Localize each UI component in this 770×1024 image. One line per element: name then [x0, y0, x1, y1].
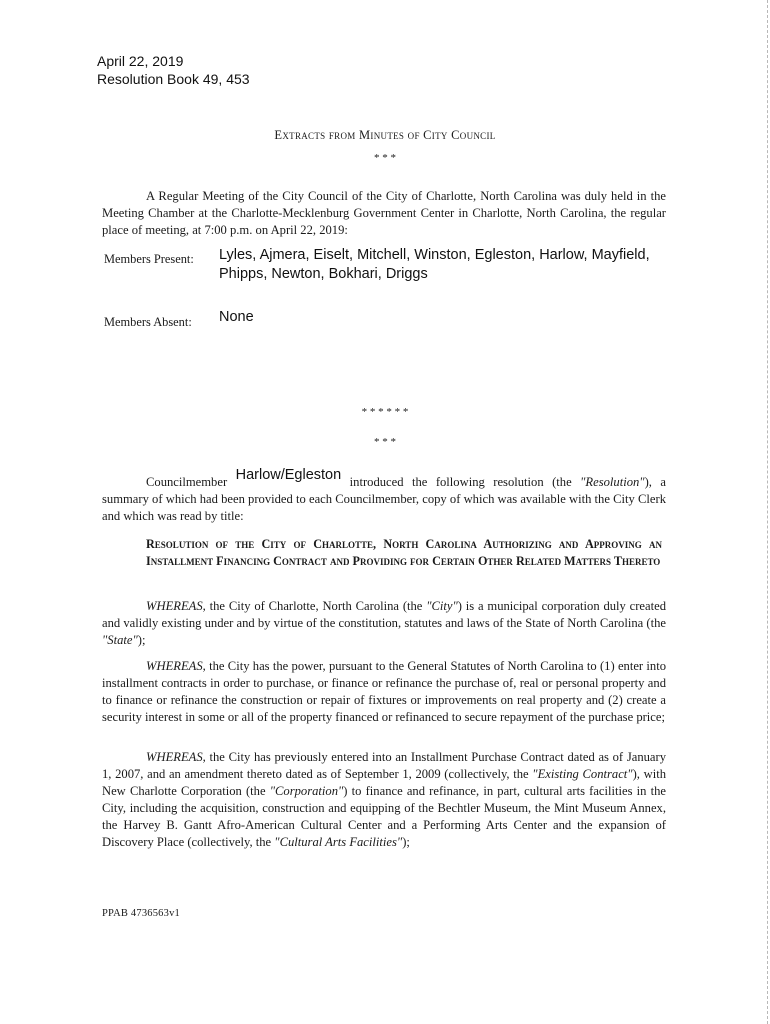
stars-divider-mid-1: * * * * * *	[361, 406, 409, 418]
whereas-3-lead: WHEREAS,	[146, 750, 206, 764]
members-present-line2: Phipps, Newton, Bokhari, Driggs	[219, 266, 428, 282]
whereas-3-text-2: ), with New Charlotte Corporation (the	[102, 767, 666, 798]
introducing-councilmembers: Harlow/Egleston	[235, 467, 342, 483]
whereas-2-text-1: the City has the power, pursuant to the General Statutes of North Carolina to (1) enter into installment contracts in order to purchase, or finance or refinance the purchase of, real or personal property and to finance or refinance the construction or repair of fixtures or improvements on real property and (2) create a security interest in some or all of the property financed or refinanced to secure repayment of the purchase price;	[102, 659, 666, 724]
whereas-paragraph-3	[102, 749, 666, 851]
stars-divider-mid-2: * * *	[374, 436, 396, 448]
resolution-term: "Resolution"	[580, 475, 645, 489]
whereas-3-term-cultural-arts-facilities: "Cultural Arts Facilities"	[274, 835, 403, 849]
whereas-2-lead: WHEREAS,	[146, 659, 206, 673]
whereas-3-term-existing-contract: "Existing Contract"	[532, 767, 633, 781]
whereas-1-term-city: "City"	[426, 599, 458, 613]
stars-divider-top: * * *	[374, 152, 396, 164]
document-title: Extracts from Minutes of City Council	[274, 128, 496, 142]
members-present-line1: Lyles, Ajmera, Eiselt, Mitchell, Winston, Egleston, Harlow, Mayfield,	[219, 247, 650, 263]
whereas-1-text-1: the City of Charlotte, North Carolina (the	[205, 599, 427, 613]
intro-prefix: Councilmember	[146, 475, 228, 489]
intro-after-names: introduced the following resolution (the	[349, 475, 572, 489]
header-date: April 22, 2019	[97, 53, 184, 69]
scan-edge-line	[765, 0, 768, 1024]
whereas-1-text-3: );	[137, 633, 146, 647]
members-absent-value: None	[219, 309, 254, 325]
whereas-3-text-1: the City has previously entered into an Installment Purchase Contract dated as of January 1, 2007, and an amendment thereto dated as of September 1, 2009 (collectively, the	[102, 750, 666, 781]
whereas-paragraph-2	[102, 658, 666, 726]
members-absent-label: Members Absent:	[104, 315, 192, 329]
whereas-1-term-state: "State"	[102, 633, 138, 647]
members-present-label: Members Present:	[104, 252, 194, 266]
whereas-1-lead: WHEREAS,	[146, 599, 206, 613]
whereas-paragraph-1	[102, 598, 666, 649]
intro-paragraph	[102, 467, 666, 525]
whereas-3-text-4: );	[402, 835, 410, 849]
whereas-3-text-3: ) to finance and refinance, in part, cultural arts facilities in the City, including the acquisition, construction and equipping of the Bechtler Museum, the Mint Museum Annex, the Harvey B. Gantt Afro-American Cultural Center and a Performing Arts Center and the expansion of Discovery Place (collectively, the	[102, 784, 666, 849]
resolution-heading: Resolution of the City of Charlotte, North Carolina Authorizing and Approving an Installment Financing Contract and Providing for Certain Other Related Matters Thereto	[146, 537, 662, 568]
meeting-paragraph	[102, 188, 666, 239]
intro-rest: ), a summary of which had been provided to each Councilmember, copy of which was available with the City Clerk and which was read by title:	[102, 475, 666, 523]
whereas-3-term-corporation: "Corporation"	[269, 784, 344, 798]
footer-document-code: PPAB 4736563v1	[102, 908, 180, 919]
meeting-text: A Regular Meeting of the City Council of the City of Charlotte, North Carolina was duly held in the Meeting Chamber at the Charlotte-Mecklenburg Government Center in Charlotte, North Carolina, the regular place of meeting, at 7:00 p.m. on April 22, 2019:	[102, 189, 666, 237]
header-resolution-book: Resolution Book 49, 453	[97, 71, 250, 87]
whereas-1-text-2: ) is a municipal corporation duly created and validly existing under and by virtue of the constitution, statutes and laws of the State of North Carolina (the	[102, 599, 666, 630]
